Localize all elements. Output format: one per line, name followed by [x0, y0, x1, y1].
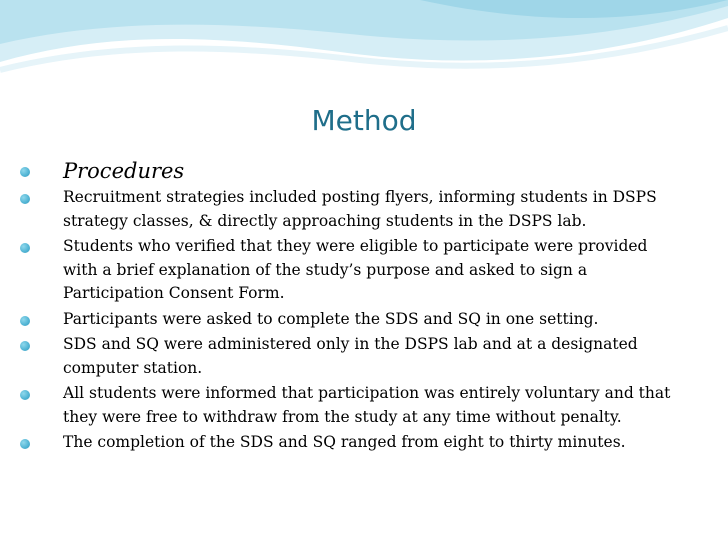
list-item-text: The completion of the SDS and SQ ranged from eight to thirty minutes. — [63, 433, 626, 451]
slide-title: Method — [311, 104, 417, 137]
list-item-text: Recruitment strategies included posting flyers, informing students in DSPS strategy classes, & directly approaching students in the DSPS lab. — [63, 188, 657, 230]
list-item-text: Procedures — [63, 159, 185, 183]
bullet-icon — [20, 341, 30, 351]
list-item-text: Students who verified that they were eligible to participate were provided with a brief explanation of the study’s purpose and asked to sign a Participation Consent Form. — [63, 237, 648, 302]
list-item — [20, 308, 680, 332]
bullet-icon — [20, 167, 30, 177]
bullet-icon — [20, 439, 30, 449]
list-item-text: Participants were asked to complete the SDS and SQ in one setting. — [63, 309, 599, 328]
wave-decoration — [0, 0, 728, 110]
bullet-icon — [20, 316, 30, 326]
list-item-text: All students were informed that participation was entirely voluntary and that they were free to withdraw from the study at any time without penalty. — [63, 384, 671, 426]
list-item — [20, 186, 680, 233]
list-item — [20, 333, 680, 380]
list-item — [20, 235, 680, 306]
bullet-list — [20, 156, 680, 457]
bullet-icon — [20, 390, 30, 400]
list-item — [20, 156, 680, 186]
list-item-text: SDS and SQ were administered only in the DSPS lab and at a designated computer station. — [63, 335, 638, 377]
list-item — [20, 382, 680, 429]
list-item — [20, 431, 680, 455]
bullet-icon — [20, 194, 30, 204]
bullet-icon — [20, 243, 30, 253]
